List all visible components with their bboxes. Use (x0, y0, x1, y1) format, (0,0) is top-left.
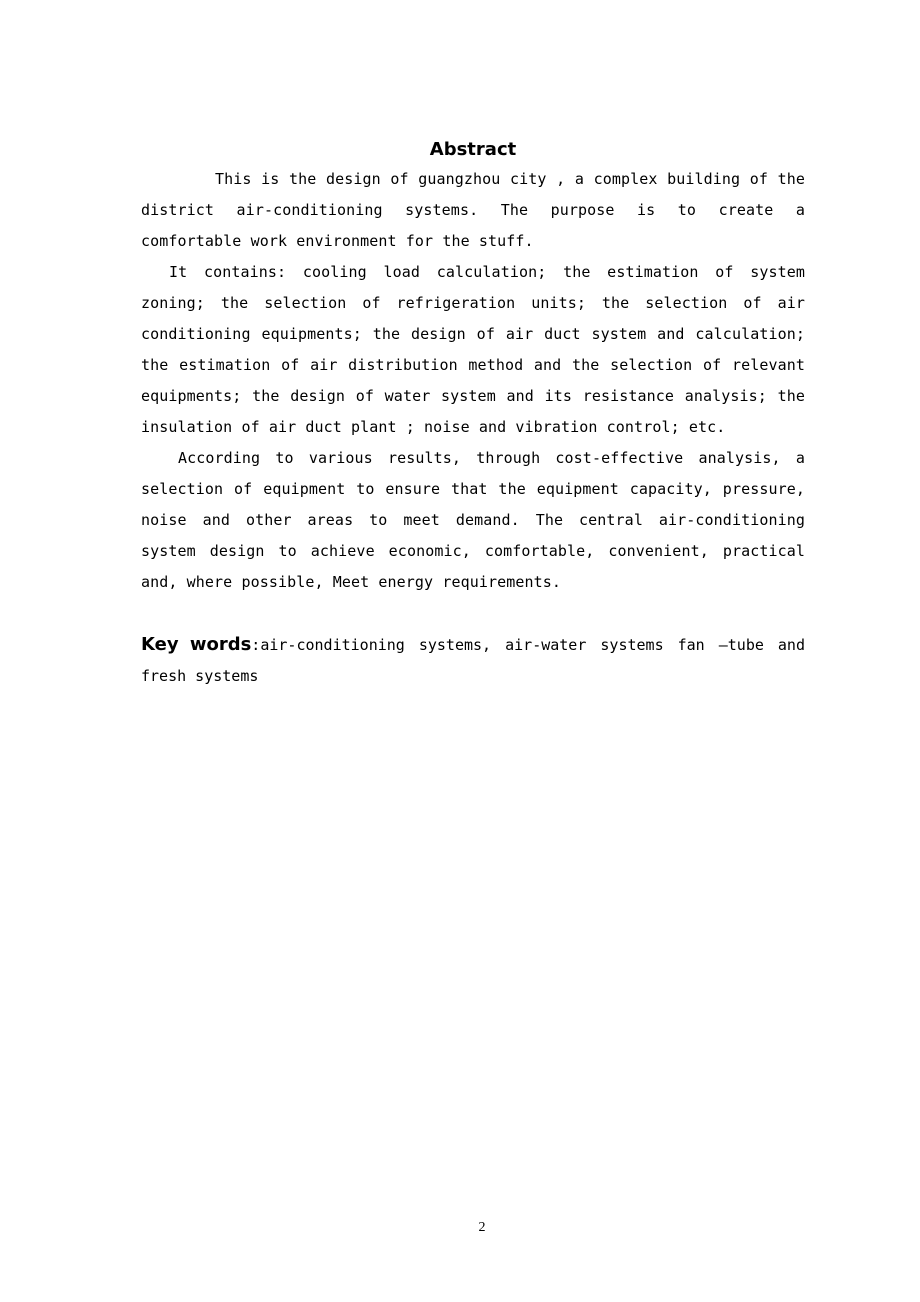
abstract-paragraph-1: This is the design of guangzhou city , a complex building of the district air-conditioning systems. The purpose is to create a comfortable work environment for the stuff. (141, 170, 805, 250)
abstract-title: Abstract (429, 139, 517, 160)
abstract-section (141, 136, 805, 692)
keywords-label: Key words (141, 634, 252, 655)
keywords-block (141, 629, 805, 692)
abstract-paragraph-2: It contains: cooling load calculation; the estimation of system zoning; the selection of refrigeration units; the selection of air conditioning equipments; the design of air duct system and calculation; the estimation of air distribution method and the selection of relevant equipments; the design of water system and its resistance analysis; the insulation of air duct plant ; noise and vibration control; etc. (141, 263, 805, 436)
keywords-separator: : (251, 636, 261, 654)
keywords-text: air-conditioning systems, air-water systems fan –tube and fresh systems (141, 636, 805, 685)
page-number: 2 (478, 1220, 486, 1235)
abstract-paragraph-3: According to various results, through cost-effective analysis, a selection of equipment to ensure that the equipment capacity, pressure, noise and other areas to meet demand. The central air-conditioning system design to achieve economic, comfortable, convenient, practical and, where possible, Meet energy requirements. (141, 449, 805, 591)
